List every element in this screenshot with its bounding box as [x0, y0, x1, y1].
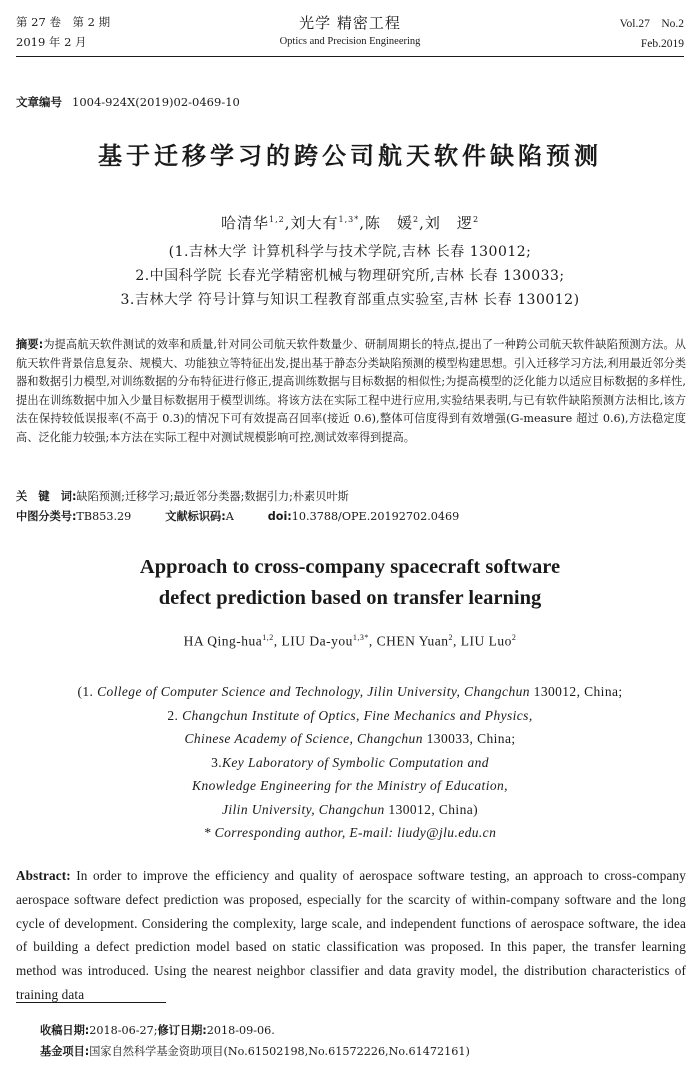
abstract-cn: [16, 336, 686, 447]
affiliations-cn: [0, 240, 700, 312]
article-number-label: 文章编号: [16, 95, 62, 109]
received-date-line: [40, 1020, 470, 1041]
title-en: [0, 552, 700, 614]
doi-value: 10.3788/OPE.20192702.0469: [291, 510, 460, 523]
abstract-en-text: In order to improve the efficiency and quality of aerospace software testing, an approach to cross-company aerospace software defect prediction was proposed, especially for the scarcity of within-company software and the long cycle of development. Considering the complexity, large scale, and independent functions of aerospace software, the idea of building a defect prediction model based on static classification was proposed. In this paper, the transfer learning method was introduced. Using the nearest neighbor classifier and data gravity model, the distribution characteristics of training data: [16, 868, 687, 1002]
affiliation-en-italic: College of Computer Science and Technology, Jilin University, Changchun: [97, 684, 530, 699]
revised-date: 2018-09-06.: [206, 1024, 275, 1037]
footnotes: [40, 1020, 470, 1062]
author-en-sup: 1,2: [262, 633, 274, 642]
article-number: [16, 94, 240, 110]
funding-line: [40, 1041, 470, 1062]
revised-label: 修订日期:: [157, 1024, 207, 1037]
affiliations-en: [0, 680, 700, 845]
abstract-en: [16, 864, 686, 1007]
keywords-cn-label: 关 键 词:: [16, 490, 77, 503]
title-en-line: defect prediction based on transfer learning: [158, 587, 542, 609]
author-en-sup: 1,3*: [352, 633, 369, 642]
author-cn-sup: 1,3*: [338, 215, 360, 224]
affiliation-en-italic: Knowledge Engineering for the Ministry of Education,: [192, 778, 508, 793]
affiliation-cn-line: (1.吉林大学 计算机科学与技术学院,吉林 长春 130012;: [168, 244, 532, 260]
author-en: HA Qing-hua: [183, 633, 263, 649]
corresponding-author-text: * Corresponding author, E-mail: liudy@jlu.edu.cn: [203, 825, 497, 840]
abstract-cn-text: 为提高航天软件测试的效率和质量,针对同公司航天软件数量少、研制周期长的特点,提出了一种跨公司航天软件缺陷预测方法。从航天软件背景信息复杂、规模大、功能独立等特征出发,提出基于静态分类缺陷预测的模型构建思想。引入迁移学习方法,利用最近邻分类器和数据引力模型,对训练数据的分布特征进行修正,提高训练数据与目标数据的相似性;为提高模型的泛化能力以适应目标数据的多样性,提出在训练数据中加入少量目标数据用于模型训练。将该方法在实际工程中进行应用,实验结果表明,与已有软件缺陷预测方法相比,该方法在保持较低误报率(不高于 0.3)的情况下可有效提高召回率(接近 0.6),整体可信度得到有效增强(G-measure 超过 0.6),方法稳定度高、泛化能力较强;本方法在实际工程中对测试规模影响可控,测试效率得到提高。: [16, 338, 686, 444]
clc-value: TB853.29: [76, 510, 132, 523]
affiliation-en-line: [0, 751, 700, 775]
journal-name-en: Optics and Precision Engineering: [279, 36, 421, 47]
keywords-cn: [16, 488, 349, 504]
received-label: 收稿日期:: [40, 1024, 90, 1037]
affiliation-en-line: [0, 798, 700, 822]
author-en-sup: 2: [448, 633, 453, 642]
article-number-value: 1004-924X(2019)02-0469-10: [72, 95, 240, 109]
author-en: LIU Luo: [460, 633, 512, 649]
header-date: 2019 年 2 月: [16, 35, 87, 49]
classification-line: [16, 508, 459, 524]
affiliation-en-italic: Jilin University, Changchun: [221, 801, 385, 817]
affiliation-en-line: [0, 680, 700, 704]
author-cn: 刘大有: [290, 214, 339, 232]
affiliation-cn-line: 2.中国科学院 长春光学精密机械与物理研究所,吉林 长春 130033;: [135, 268, 565, 284]
corresponding-author: [0, 821, 700, 845]
affiliation-cn-line: 3.吉林大学 符号计算与知识工程教育部重点实验室,吉林 长春 130012): [120, 292, 580, 308]
header-volume: 第 27 卷 第 2 期: [16, 15, 111, 29]
affiliation-en-suffix: 130012, China;: [529, 684, 623, 699]
header-issue-block: [620, 14, 684, 54]
author-en: LIU Da-you: [281, 633, 353, 649]
header-vol-en: Vol.27 No.2: [619, 18, 684, 30]
author-en-sup: 2: [511, 633, 517, 642]
clc-label: 中图分类号:: [16, 510, 77, 523]
author-cn-sup: 2: [413, 215, 420, 224]
affiliation-en-suffix: 130012, China): [384, 801, 479, 817]
header-date-en: Feb.2019: [640, 38, 684, 50]
affiliation-en-prefix: 2.: [167, 707, 179, 723]
footnote-divider: [16, 1002, 166, 1003]
author-cn: 哈清华: [220, 214, 269, 232]
authors-en: HA Qing-hua$^{1,2}$, LIU Da-you$^{1,3*}$, CHEN Yuan$^2$, LIU Luo$^2$: [183, 633, 517, 649]
keywords-cn-text: 缺陷预测;迁移学习;最近邻分类器;数据引力;朴素贝叶斯: [76, 490, 349, 503]
author-cn-sup: 2: [472, 215, 480, 224]
affiliation-en-suffix: 130033, China;: [422, 731, 516, 746]
author-cn: 陈 媛: [365, 214, 414, 232]
doc-code-value: A: [225, 510, 234, 523]
header-journal-block: [0, 12, 700, 50]
funding-text: 国家自然科学基金资助项目(No.61502198,No.61572226,No.61472161): [89, 1045, 470, 1058]
funding-label: 基金项目:: [40, 1045, 90, 1058]
affiliation-en-line: [0, 774, 700, 798]
author-cn: 刘 逻: [424, 214, 473, 232]
author-cn-sup: 1,2: [268, 215, 285, 224]
affiliation-en-prefix: (1.: [77, 684, 94, 699]
author-en: CHEN Yuan: [376, 633, 449, 649]
title-en-line: Approach to cross-company spacecraft software: [139, 556, 561, 578]
affiliation-en-line: [0, 727, 700, 751]
journal-name-cn: 光学 精密工程: [299, 14, 401, 32]
affiliation-en-italic: Changchun Institute of Optics, Fine Mechanics and Physics,: [182, 707, 533, 723]
doc-code-label: 文献标识码:: [165, 510, 226, 523]
affiliation-en-prefix: 3.: [211, 754, 222, 770]
title-cn: 基于迁移学习的跨公司航天软件缺陷预测: [98, 142, 602, 170]
received-date: 2018-06-27;: [89, 1024, 158, 1037]
affiliation-en-line: [0, 704, 700, 728]
affiliation-en-italic: Chinese Academy of Science, Changchun: [184, 731, 423, 746]
abstract-en-label: Abstract:: [16, 868, 71, 883]
doi-label: doi:: [267, 510, 292, 523]
authors-cn: 哈清华$^{1,2}$,刘大有$^{1,3*}$,陈 媛$^2$,刘 逻$^2$: [220, 214, 480, 232]
abstract-cn-label: 摘要:: [16, 338, 44, 351]
header-divider: [16, 56, 684, 57]
affiliation-en-italic: Key Laboratory of Symbolic Computation and: [222, 754, 489, 770]
